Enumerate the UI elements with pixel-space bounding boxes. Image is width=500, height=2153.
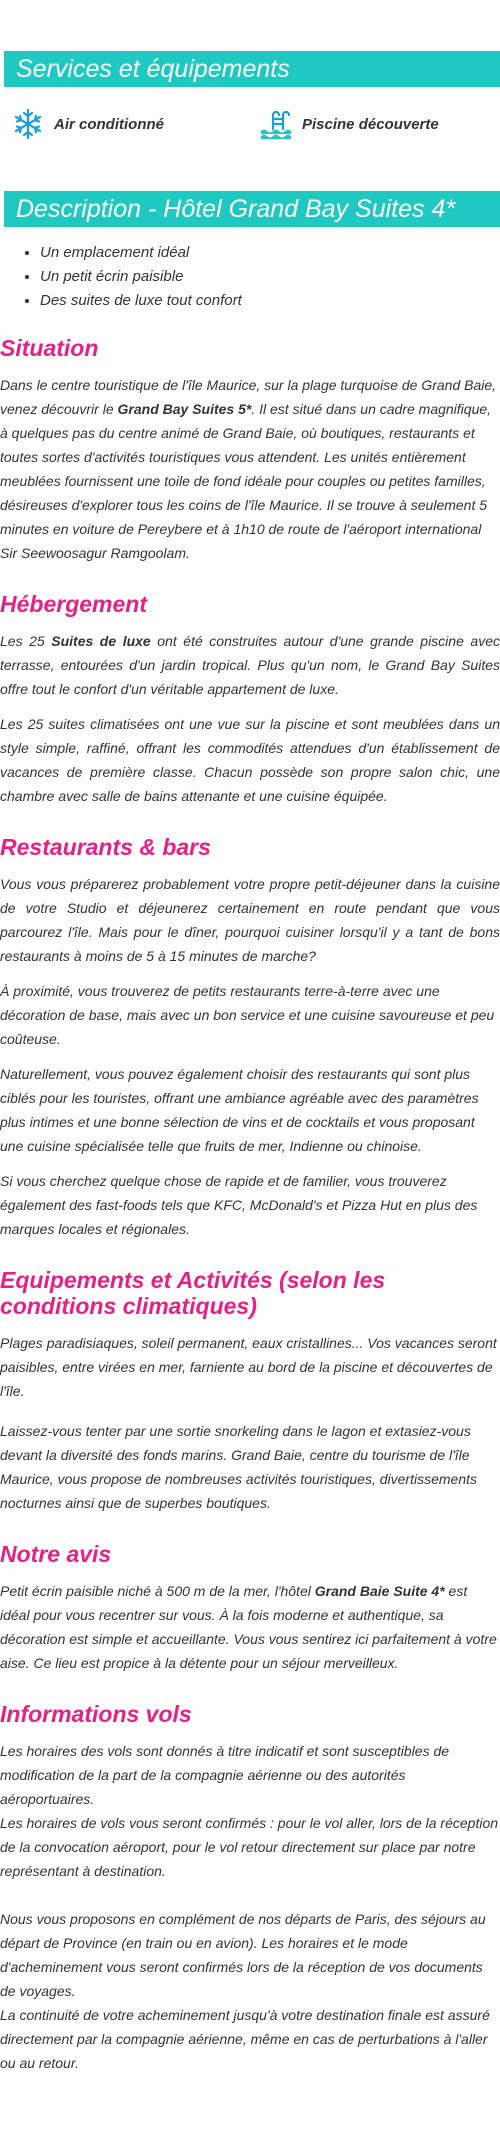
section-title: Informations vols bbox=[0, 1701, 192, 1727]
paragraph: La continuité de votre acheminement jusqu'à votre destination finale est assuré directement par la compagnie aérienne, même en cas de perturbations à l'aller ou au retour. bbox=[0, 2007, 490, 2071]
pool-icon bbox=[259, 107, 293, 141]
equipment-label-pool: Piscine découverte bbox=[302, 115, 439, 133]
section-avis bbox=[0, 1541, 500, 1675]
equipment-item-ac bbox=[0, 105, 250, 143]
list-item: • Un emplacement idéal bbox=[40, 241, 500, 265]
paragraph: Naturellement, vous pouvez également choisir des restaurants qui sont plus ciblés pour les touristes, offrant une ambiance agréable avec des paramètres plus intimes et une bonne sélection de vins et de cocktails et vous proposant une cuisine spécialisée telle que fruits de mer, Indienne ou chinoise. bbox=[0, 1066, 479, 1154]
paragraph: Laissez-vous tenter par une sortie snorkeling dans le lagon et extasiez-vous devant la diversité des fonds marins. Grand Baie, centre du tourisme de l'île Maurice, vous propose de nombreuses activités touristiques, divertissements nocturnes ainsi que de superbes boutiques. bbox=[0, 1423, 477, 1511]
section-title: Restaurants & bars bbox=[0, 834, 211, 860]
paragraph: À proximité, vous trouverez de petits restaurants terre-à-terre avec une décoration de base, mais avec un bon service et une cuisine savoureuse et peu coûteuse. bbox=[0, 983, 495, 1047]
section-activites bbox=[0, 1267, 500, 1515]
snowflake-icon bbox=[11, 107, 45, 141]
highlights-list bbox=[0, 241, 500, 313]
section-title: Equipements et Activités (selon les conditions climatiques) bbox=[0, 1267, 386, 1319]
paragraph: Vous vous préparerez probablement votre propre petit-déjeuner dans la cuisine de votre Studio et déjeunerez certainement en route pendant que vous parcourez l'île. Mais pour le dîner, pourquoi cuisiner lorsqu'il y a tant de bons restaurants à moins de 5 à 15 minutes de marche? bbox=[0, 876, 500, 964]
paragraph: Si vous cherchez quelque chose de rapide et de familier, vous trouverez également des fast-foods tels que KFC, McDonald's et Pizza Hut en plus des marques locales et régionales. bbox=[0, 1173, 478, 1237]
paragraph: Nous vous proposons en complément de nos départs de Paris, des séjours au départ de Province (en train ou en avion). Les horaires et le mode d'acheminement vous seront confirmés lors de la réception de vos documents de voyages. bbox=[0, 1911, 486, 1999]
section-title: Notre avis bbox=[0, 1541, 112, 1567]
paragraph: Les horaires de vols vous seront confirmés : pour le vol aller, lors de la réception de la convocation aéroport, pour le vol retour directement sur place par notre représentant à destination. bbox=[0, 1815, 499, 1879]
section-title: Hébergement bbox=[0, 591, 147, 617]
equipment-label-ac: Air conditionné bbox=[54, 115, 164, 133]
list-item: • Un petit écrin paisible bbox=[40, 265, 500, 289]
section-hebergement bbox=[0, 591, 500, 808]
section-vols bbox=[0, 1701, 500, 2095]
paragraph: Les 25 Suites de luxe ont été construites autour d'une grande piscine avec terrasse, entourées d'un jardin tropical. Plus qu'un nom, le Grand Bay Suites offre tout le confort d'un véritable appartement de luxe. bbox=[0, 633, 500, 697]
equipment-item-pool bbox=[250, 105, 500, 143]
services-header: Services et équipements bbox=[4, 51, 500, 87]
paragraph: Les 25 suites climatisées ont une vue sur la piscine et sont meublées dans un style simple, raffiné, offrant les commodités attendues d'un établissement de vacances de première classe. Chacun possède son propre salon chic, une chambre avec salle de bains attenante et une cuisine équipée. bbox=[0, 716, 500, 804]
section-restaurants bbox=[0, 834, 500, 1241]
paragraph: Les horaires des vols sont donnés à titre indicatif et sont susceptibles de modification de la part de la compagnie aérienne ou des autorités aéroportuaires. bbox=[0, 1743, 450, 1807]
page bbox=[0, 51, 500, 2095]
paragraph: Plages paradisiaques, soleil permanent, eaux cristallines... Vos vacances seront paisibles, entre virées en mer, farniente au bord de la piscine et découvertes de l'île. bbox=[0, 1335, 497, 1399]
list-item: • Des suites de luxe tout confort bbox=[40, 289, 500, 313]
section-situation bbox=[0, 335, 500, 565]
section-title: Situation bbox=[0, 335, 99, 361]
description-header: Description - Hôtel Grand Bay Suites 4* bbox=[4, 191, 500, 227]
paragraph: Dans le centre touristique de l'île Maurice, sur la plage turquoise de Grand Baie, venez découvrir le Grand Bay Suites 5*. Il est situé dans un cadre magnifique, à quelques pas du centre animé de Grand Baie, où boutiques, restaurants et toutes sortes d'activités touristiques vous attendent. Les unités entièrement meublées fournissent une toile de fond idéale pour couples ou petites familles, désireuses d'explorer tous les coins de l'île Maurice. Il se trouve à seulement 5 minutes en voiture de Pereybere et à 1h10 de route de l'aéroport international Sir Seewoosagur Ramgoolam. bbox=[0, 377, 497, 561]
paragraph: Petit écrin paisible niché à 500 m de la mer, l'hôtel Grand Baie Suite 4* est idéal pour vous recentrer sur vous. À la fois moderne et authentique, sa décoration est simple et accueillante. Vous vous sentirez ici parfaitement à votre aise. Ce lieu est propice à la détente pour un séjour merveilleux. bbox=[0, 1583, 497, 1671]
equipment-list bbox=[0, 105, 500, 143]
